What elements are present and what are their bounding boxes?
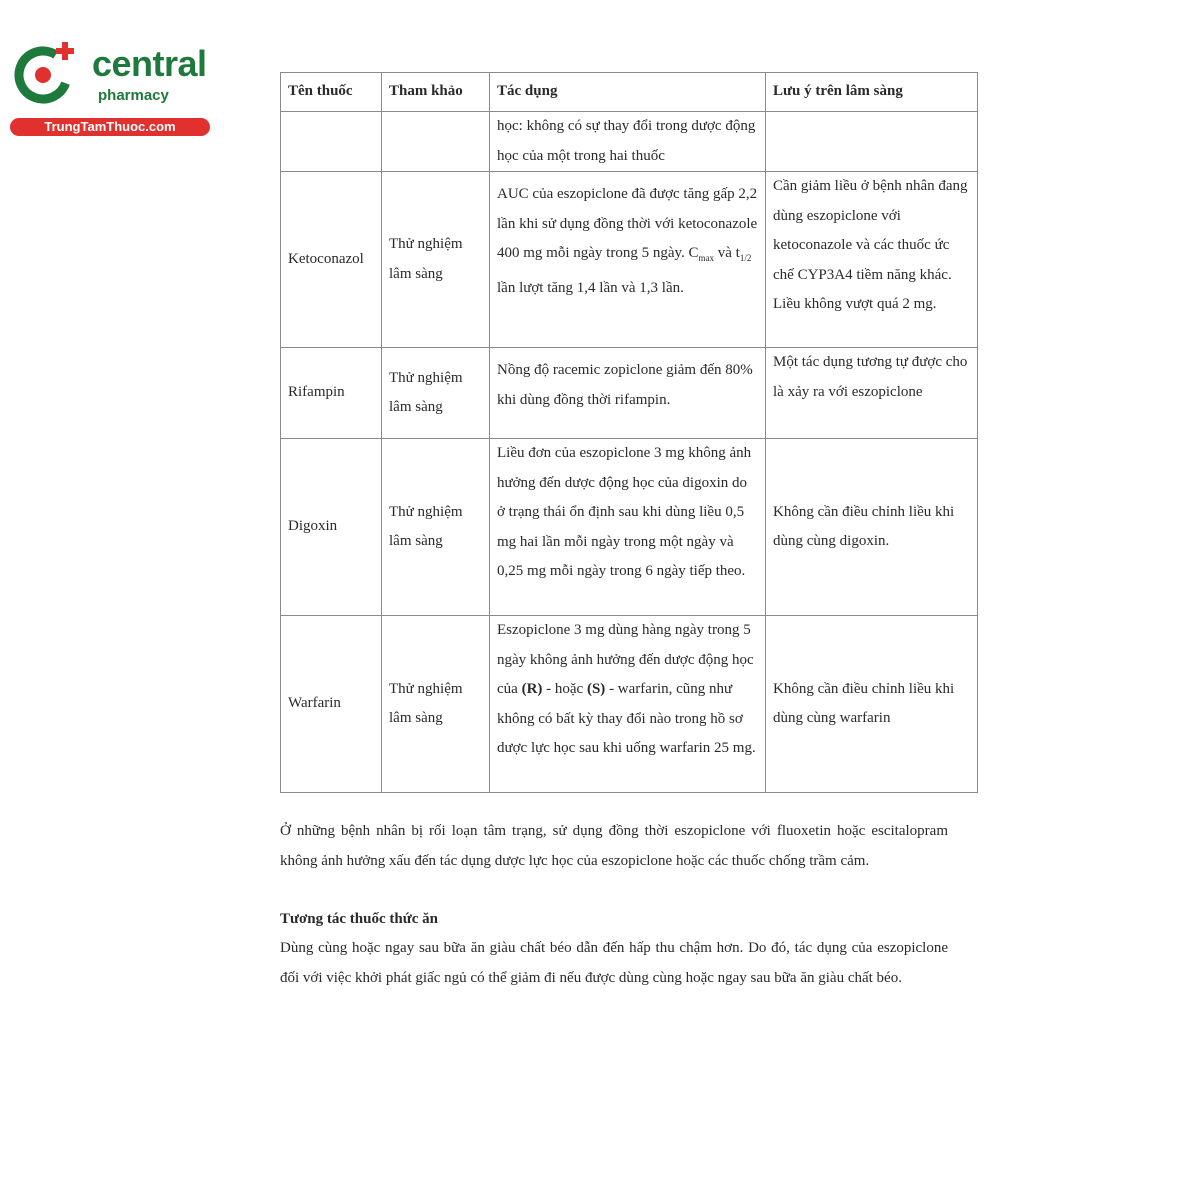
- reference-cell: Thử nghiệm lâm sàng: [382, 172, 490, 348]
- effect-cell: học: không có sự thay đổi trong dược động học của một trong hai thuốc: [490, 112, 766, 172]
- header-effect: Tác dụng: [490, 73, 766, 112]
- note-cell: Không cần điều chỉnh liều khi dùng cùng warfarin: [766, 616, 978, 793]
- drug-cell: Warfarin: [281, 616, 382, 793]
- paragraph-mood-disorders: Ở những bệnh nhân bị rối loạn tâm trạng, sử dụng đồng thời eszopiclone với fluoxetin hoặc escitalopram không ảnh hưởng xấu đến tác dụng dược lực học của eszopiclone hoặc các thuốc chống trầm cảm.: [280, 823, 948, 869]
- header-drug-name: Tên thuốc: [281, 73, 382, 112]
- reference-cell: Thử nghiệm lâm sàng: [382, 348, 490, 439]
- effect-cell: Eszopiclone 3 mg dùng hàng ngày trong 5 ngày không ảnh hưởng đến dược động học của (R) - hoặc (S) - warfarin, cũng như không có bất kỳ thay đổi nào trong hồ sơ dược lực học sau khi uống warfarin 25 mg.: [490, 616, 766, 793]
- note-cell: [766, 112, 978, 172]
- drug-interaction-table: [280, 72, 978, 793]
- table-row: [281, 439, 978, 616]
- table-header-row: [281, 73, 978, 112]
- note-cell: Không cần điều chỉnh liều khi dùng cùng digoxin.: [766, 439, 978, 616]
- drug-cell: Rifampin: [281, 348, 382, 439]
- effect-cell: Nồng độ racemic zopiclone giảm đến 80% khi dùng đồng thời rifampin.: [490, 348, 766, 439]
- drug-cell: Ketoconazol: [281, 172, 382, 348]
- header-clinical-note: Lưu ý trên lâm sàng: [766, 73, 978, 112]
- brand-url[interactable]: TrungTamThuoc.com: [10, 118, 210, 136]
- section-heading-food-interaction: Tương tác thuốc thức ăn: [280, 911, 438, 927]
- table-row: [281, 172, 978, 348]
- brand-sub: pharmacy: [98, 87, 169, 104]
- header-reference: Tham khảo: [382, 73, 490, 112]
- paragraph-food-interaction: Dùng cùng hoặc ngay sau bữa ăn giàu chất béo dẫn đến hấp thu chậm hơn. Do đó, tác dụng của eszopiclone đối với việc khởi phát giấc ngủ có thể giảm đi nếu được dùng cùng hoặc ngay sau bữa ăn giàu chất béo.: [280, 940, 948, 986]
- reference-cell: Thử nghiệm lâm sàng: [382, 439, 490, 616]
- central-pharmacy-logo-icon: [10, 38, 80, 108]
- table-row: [281, 348, 978, 439]
- drug-cell: [281, 112, 382, 172]
- brand-logo[interactable]: [10, 38, 215, 138]
- reference-cell: Thử nghiệm lâm sàng: [382, 616, 490, 793]
- effect-cell: AUC của eszopiclone đã được tăng gấp 2,2 lần khi sử dụng đồng thời với ketoconazole 400 mg mỗi ngày trong 5 ngày. $C_{max}$ và $t_{1/2}$ lần lượt tăng 1,4 lần và 1,3 lần.: [490, 172, 766, 348]
- table-row: [281, 616, 978, 793]
- reference-cell: [382, 112, 490, 172]
- brand-name: central: [92, 43, 207, 84]
- table-row: [281, 112, 978, 172]
- note-cell: Một tác dụng tương tự được cho là xảy ra với eszopiclone: [766, 348, 978, 439]
- note-cell: Cần giảm liều ở bệnh nhân đang dùng eszopiclone với ketoconazole và các thuốc ức chế CYP3A4 tiềm năng khác. Liều không vượt quá 2 mg.: [766, 172, 978, 348]
- effect-cell: Liều đơn của eszopiclone 3 mg không ảnh hưởng đến dược động học của digoxin do ở trạng thái ổn định sau khi dùng liều 0,5 mg hai lần mỗi ngày trong một ngày và 0,25 mg mỗi ngày trong 6 ngày tiếp theo.: [490, 439, 766, 616]
- drug-cell: Digoxin: [281, 439, 382, 616]
